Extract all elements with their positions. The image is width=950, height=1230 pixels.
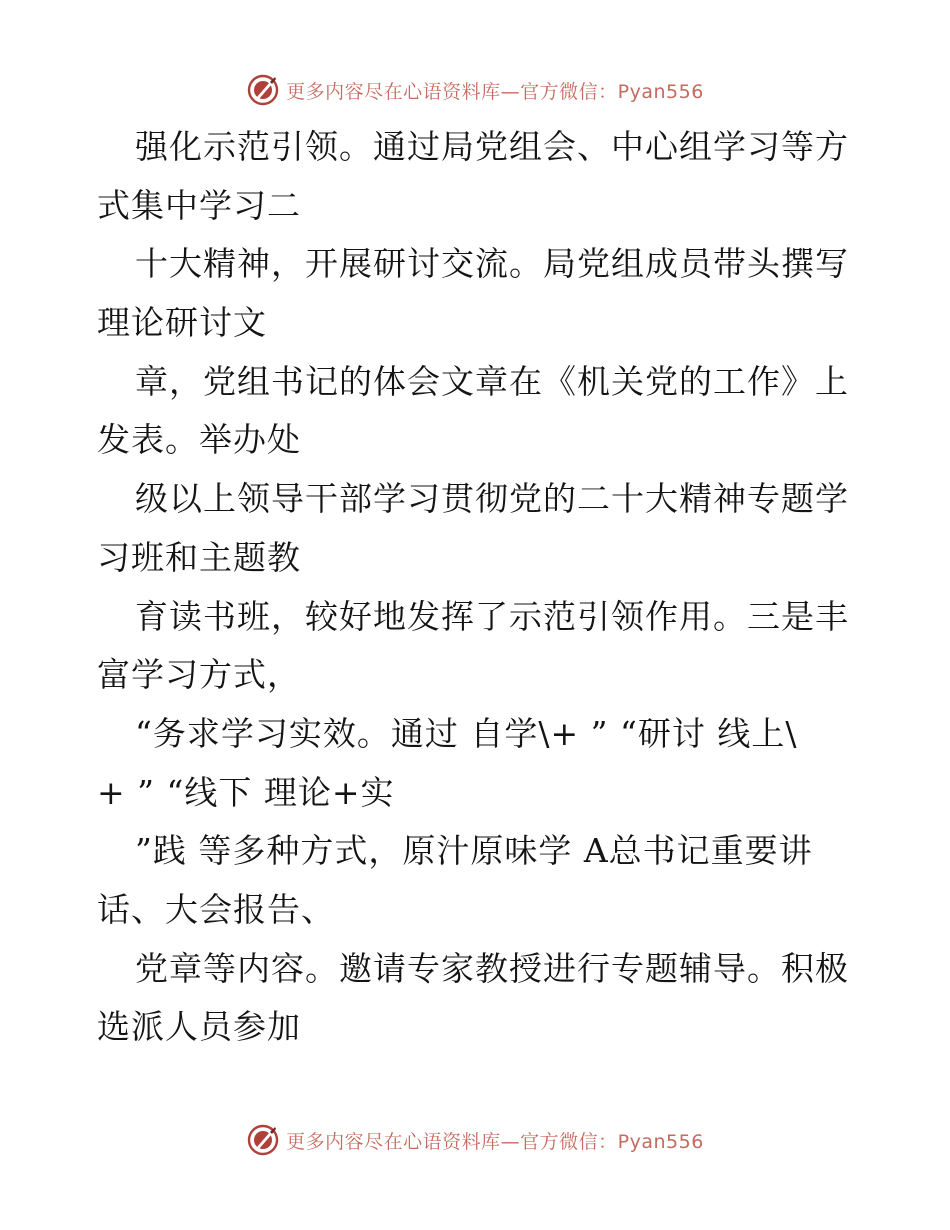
text-line: 章，党组书记的体会文章在《机关党的工作》上 [135, 361, 849, 401]
watermark-text: 更多内容尽在心语资料库—官方微信：Pyan556 [286, 80, 704, 103]
text-line: 十大精神，开展研讨交流。局党组成员带头撰写 [135, 244, 849, 284]
text-line: 强化示范引领。通过局党组会、中心组学习等方 [135, 127, 849, 166]
text-line: 党章等内容。邀请专家教授进行专题辅导。积极 [135, 948, 849, 988]
quill-seal-logo-icon [246, 1123, 280, 1157]
text-line: 发表。举办处 [97, 420, 301, 460]
text-line: 式集中学习二 [97, 185, 301, 225]
text-line: ”践 等多种方式，原汁原味学 A总书记重要讲 [135, 831, 813, 871]
text-line: 育读书班，较好地发挥了示范引领作用。三是丰 [135, 596, 849, 636]
text-line: 级以上领导干部学习贯彻党的二十大精神专题学 [135, 479, 849, 519]
text-line: 理论研讨文 [97, 303, 267, 343]
footer-watermark [0, 1120, 950, 1160]
text-line: 习班和主题教 [97, 537, 301, 577]
text-line: 选派人员参加 [97, 1007, 301, 1047]
text-line: + ” “线下 理论+实 [97, 772, 395, 812]
watermark-text: 更多内容尽在心语资料库—官方微信：Pyan556 [286, 1130, 704, 1153]
quill-seal-logo-icon [246, 73, 280, 107]
text-line: “务求学习实效。通过 自学\+ ” “研讨 线上\ [135, 713, 798, 753]
text-line: 富学习方式， [97, 655, 301, 695]
text-line: 话、大会报告、 [97, 889, 335, 929]
document-body [97, 118, 857, 1057]
header-watermark [0, 70, 950, 110]
